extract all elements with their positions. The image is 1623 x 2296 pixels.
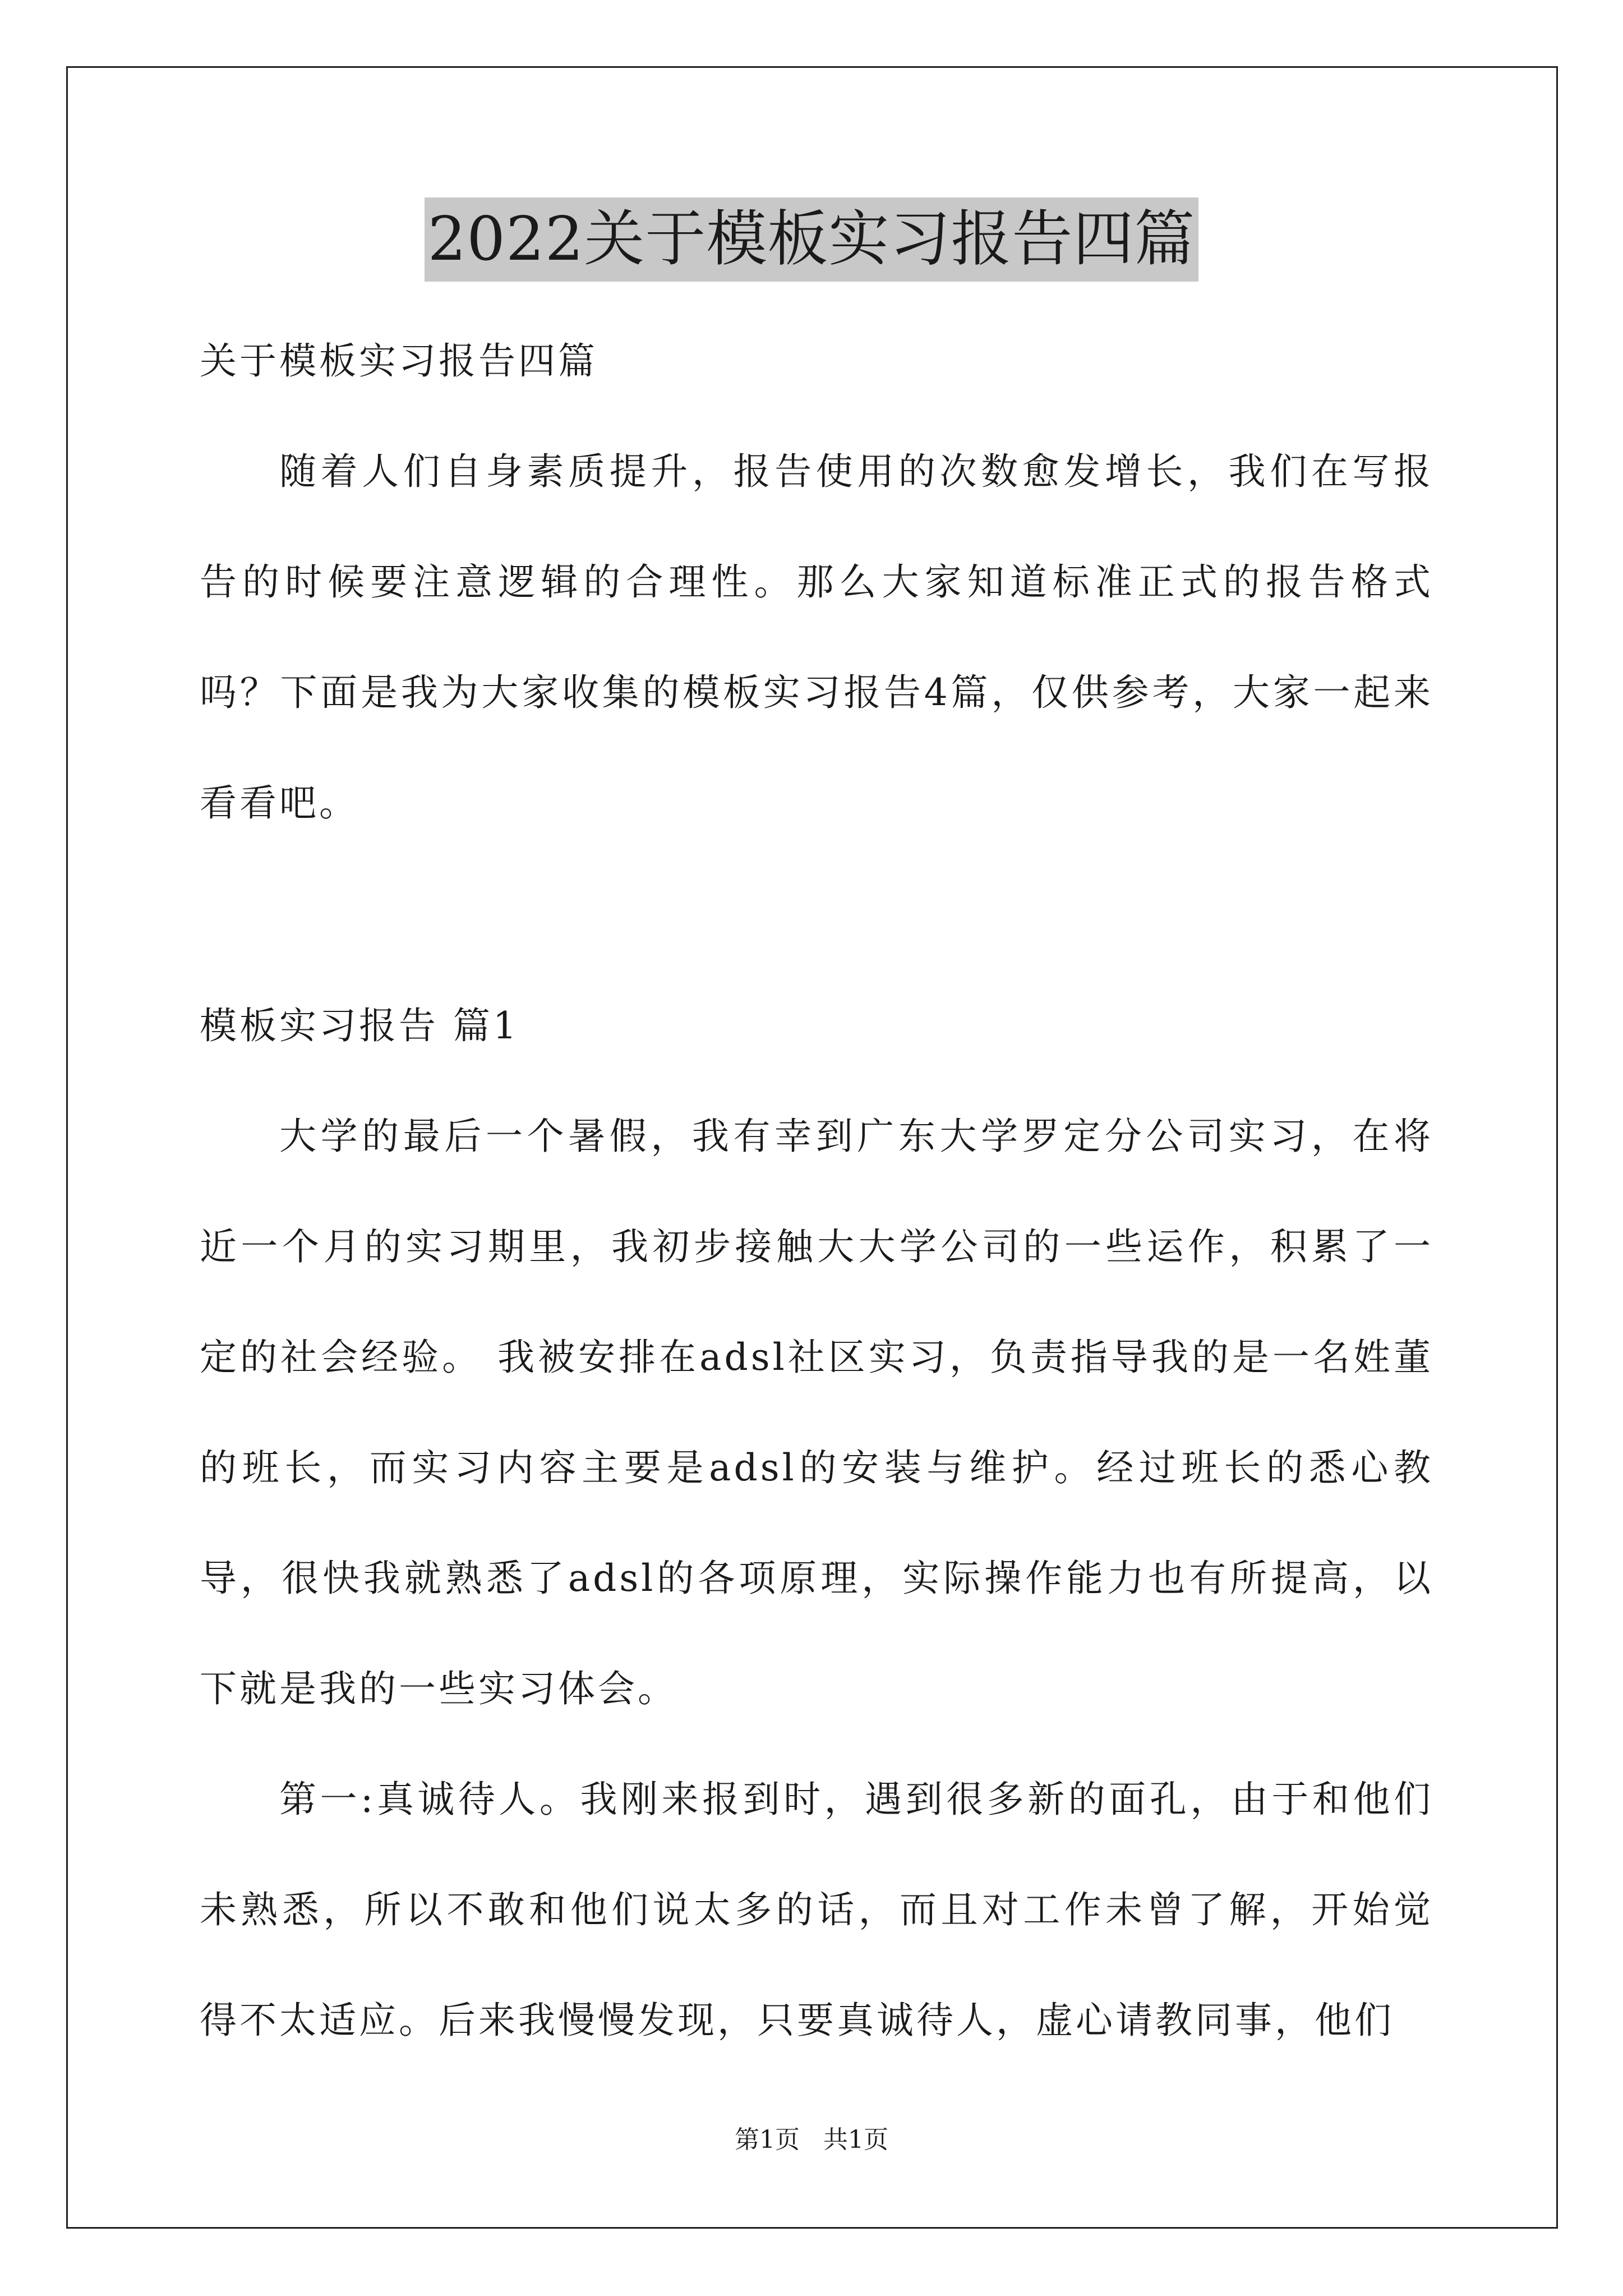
body-paragraph-1: 大学的最后一个暑假，我有幸到广东大学罗定分公司实习，在将近一个月的实习期里，我初步接触大大学公司的一些运作，积累了一定的社会经验。 我被安排在adsl社区实习，负责指导我的是一名姓董的班长，而实习内容主要是adsl的安装与维护。经过班长的悉心教导，很快我就熟悉了adsl的各项原理，实际操作能力也有所提高，以下就是我的一些实习体会。 (200, 1115, 1433, 1710)
body-paragraph-2: 第一:真诚待人。我刚来报到时，遇到很多新的面孔，由于和他们未熟悉，所以不敢和他们说太多的话，而且对工作未曾了解，开始觉得不太适应。后来我慢慢发现，只要真诚待人，虚心请教同事，他们 (200, 1778, 1433, 2042)
intro-paragraph: 随着人们自身素质提升，报告使用的次数愈发增长，我们在写报告的时候要注意逻辑的合理性。那么大家知道标准正式的报告格式吗？下面是我为大家收集的模板实习报告4篇，仅供参考，大家一起来看看吧。 (200, 450, 1433, 825)
section-spacer (200, 858, 1433, 970)
document-title (0, 197, 1623, 282)
document-title-text: 2022关于模板实习报告四篇 (425, 197, 1199, 282)
section-heading: 模板实习报告 篇1 (200, 1004, 519, 1047)
document-body (200, 306, 1433, 2076)
page-number-footer: 第1页 共1页 (735, 2125, 888, 2154)
document-subtitle: 关于模板实习报告四篇 (200, 339, 598, 383)
